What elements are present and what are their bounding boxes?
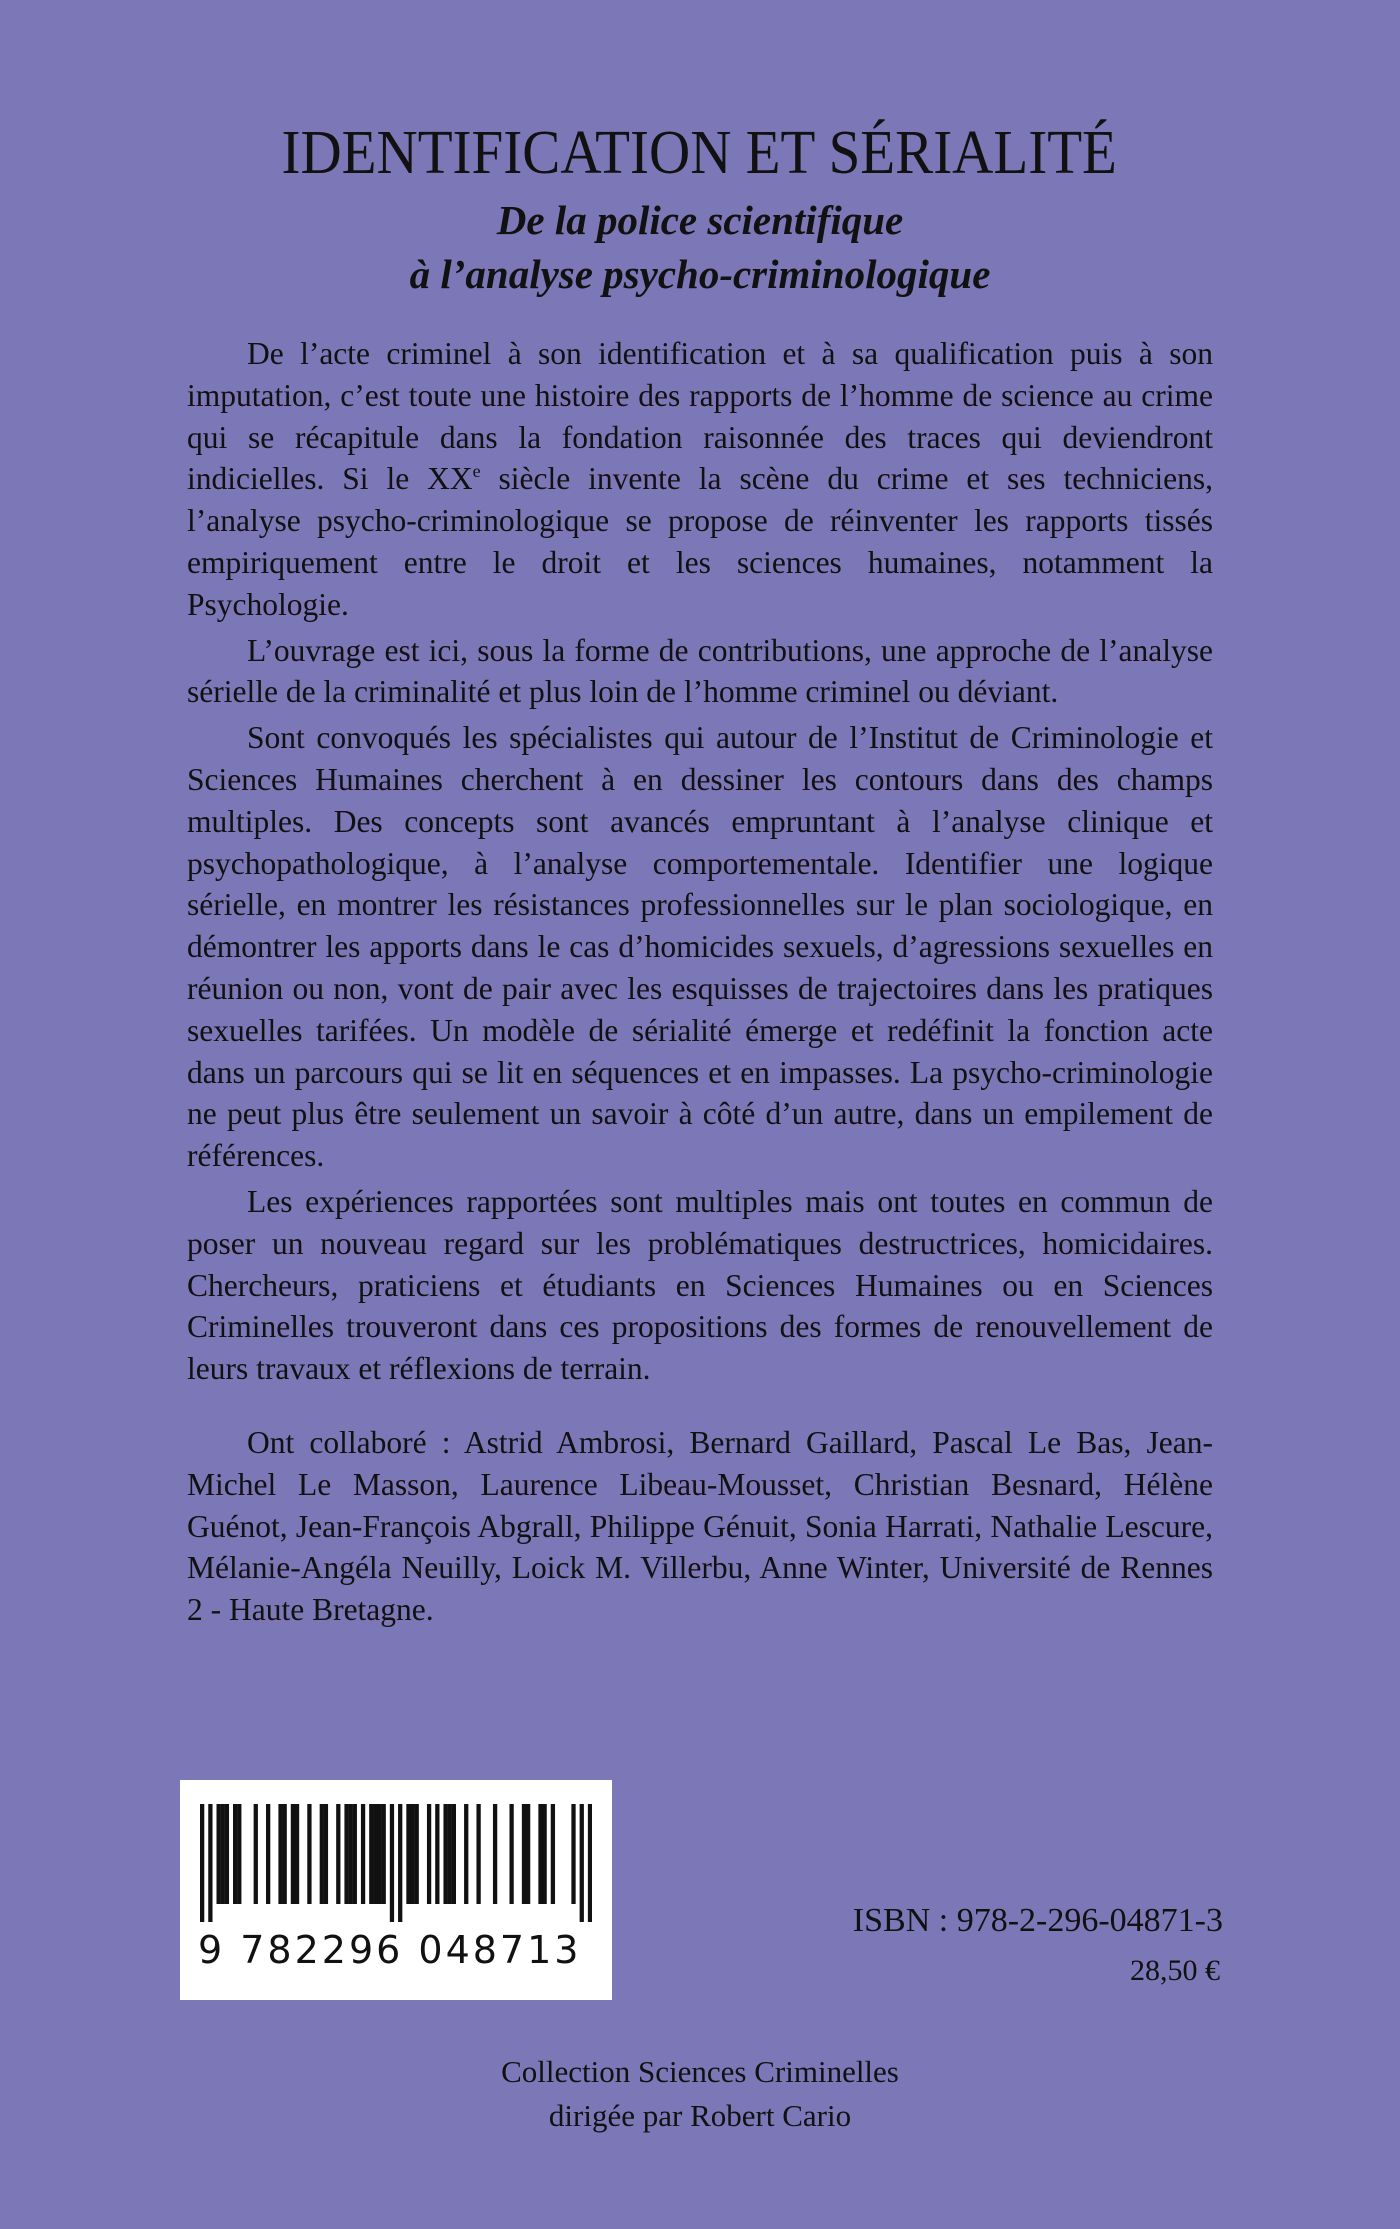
barcode-bar <box>509 1804 513 1904</box>
barcode-bar <box>295 1804 299 1904</box>
barcode-bar <box>336 1804 340 1904</box>
barcode-bar <box>266 1804 270 1904</box>
barcode-bar <box>410 1804 414 1904</box>
paragraph-intro: De l’acte criminel à son identification et à sa qualification puis à son imputation, c’est toute une histoire des rapports de l’homme de science au crime qui se récapitule dans la fondation raisonnée des traces qui deviendront indicielles. Si le XXe siècle invente la scène du crime et ses techniciens, l’analyse psycho-criminologique se propose de réinventer les rapports tissés empiriquement entre le droit et les sciences humaines, notamment la Psychologie. <box>187 336 1214 622</box>
paragraph-specialistes: Sont convoqués les spécialistes qui autour de l’Institut de Criminologie et Sciences Humaines cherchent à en dessiner les contours dans des champs multiples. Des concepts sont avancés empruntant à l’analyse clinique et psychopathologique, à l’analyse comportementale. Identifier une logique sérielle, en montrer les résistances professionnelles sur le plan sociologique, en démontrer les apports dans le cas d’homicides sexuels, d’agressions sexuelles en réunion ou non, vont de pair avec les esquisses de trajectoires dans les pratiques sexuelles tarifées. Un modèle de sérialité émerge et redéfinit la fonction acte dans un parcours qui se lit en séquences et en impasses. La psycho-criminologie ne peut plus être seulement un savoir à côté d’un autre, dans un empilement de références. <box>187 720 1213 1174</box>
barcode-bar <box>291 1804 295 1904</box>
barcode-bar <box>361 1804 365 1904</box>
barcode-bar <box>398 1804 402 1922</box>
paragraph-ouvrage: L’ouvrage est ici, sous la forme de contributions, une approche de l’analyse sérielle de la criminalité et plus loin de l’homme criminel ou déviant. <box>187 632 1213 710</box>
book-title: IDENTIFICATION ET SÉRIALITÉ <box>281 119 1117 187</box>
barcode-bar <box>538 1804 542 1904</box>
book-subtitle-line-1: De la police scientifique <box>496 197 904 243</box>
barcode-bar <box>588 1804 592 1922</box>
barcode-bar <box>580 1804 584 1922</box>
back-cover-text <box>187 333 1213 1631</box>
barcode-bars <box>200 1804 592 1922</box>
barcode-bar <box>435 1804 439 1904</box>
barcode-bar <box>427 1804 431 1904</box>
collection-name: Collection Sciences Criminelles <box>501 2054 899 2089</box>
barcode-bar <box>237 1804 241 1904</box>
barcode-bar <box>233 1804 237 1904</box>
collection-info <box>0 2050 1400 2138</box>
book-subtitle-line-2: à l’analyse psycho-criminologique <box>409 251 991 297</box>
barcode-bar <box>526 1804 530 1904</box>
barcode-bar <box>349 1804 353 1904</box>
paragraph-contributors: Ont collaboré : Astrid Ambrosi, Bernard Gaillard, Pascal Le Bas, Jean-Michel Le Masson, Laurence Libeau-Mousset, Christian Besnard, Hélène Guénot, Jean-François Abgrall, Philippe Génuit, Sonia Harrati, Nathalie Lescure, Mélanie-Angéla Neuilly, Loick M. Villerbu, Anne Winter, Université de Rennes 2 - Haute Bretagne. <box>187 1424 1213 1628</box>
century-superscript: e <box>472 461 481 482</box>
barcode-bar <box>493 1804 497 1904</box>
collection-director: dirigée par Robert Cario <box>548 2098 852 2133</box>
barcode-bar <box>324 1804 328 1904</box>
barcode-bar <box>522 1804 526 1904</box>
barcode-bar <box>278 1804 282 1904</box>
barcode-bar <box>217 1804 221 1904</box>
paragraph-experiences: Les expériences rapportées sont multiples mais ont toutes en commun de poser un nouveau regard sur les problématiques destructrices, homicidaires. Chercheurs, praticiens et étudiants en Sciences Humaines ou en Sciences Criminelles trouveront dans ces propositions des formes de renouvellement de leurs travaux et réflexions de terrain. <box>187 1183 1213 1387</box>
barcode-bar <box>221 1804 225 1904</box>
barcode-bar <box>369 1804 373 1904</box>
barcode-bar <box>208 1804 212 1922</box>
barcode-bar <box>377 1804 381 1904</box>
barcode-bar <box>551 1804 555 1904</box>
barcode-bar <box>464 1804 468 1904</box>
barcode <box>180 1780 612 2000</box>
barcode-bar <box>307 1804 311 1904</box>
barcode-bar <box>452 1804 456 1904</box>
barcode-bar <box>415 1804 419 1904</box>
barcode-bar <box>283 1804 287 1904</box>
barcode-bar <box>406 1804 410 1904</box>
barcode-number: 9 782296 048713 <box>198 1928 582 1972</box>
barcode-bar <box>390 1804 394 1922</box>
barcode-bar <box>571 1804 575 1904</box>
barcode-bar <box>254 1804 258 1904</box>
barcode-bar <box>448 1804 452 1904</box>
barcode-bar <box>344 1804 348 1904</box>
barcode-bar <box>443 1804 447 1904</box>
barcode-bar <box>225 1804 229 1904</box>
barcode-bar <box>200 1804 204 1922</box>
barcode-bar <box>353 1804 357 1904</box>
price: 28,50 € <box>1130 1954 1220 1987</box>
isbn: ISBN : 978-2-296-04871-3 <box>852 1902 1223 1939</box>
barcode-bar <box>373 1804 377 1904</box>
barcode-bar <box>476 1804 480 1904</box>
barcode-bar <box>382 1804 386 1904</box>
barcode-bar <box>542 1804 546 1904</box>
barcode-bar <box>320 1804 324 1904</box>
